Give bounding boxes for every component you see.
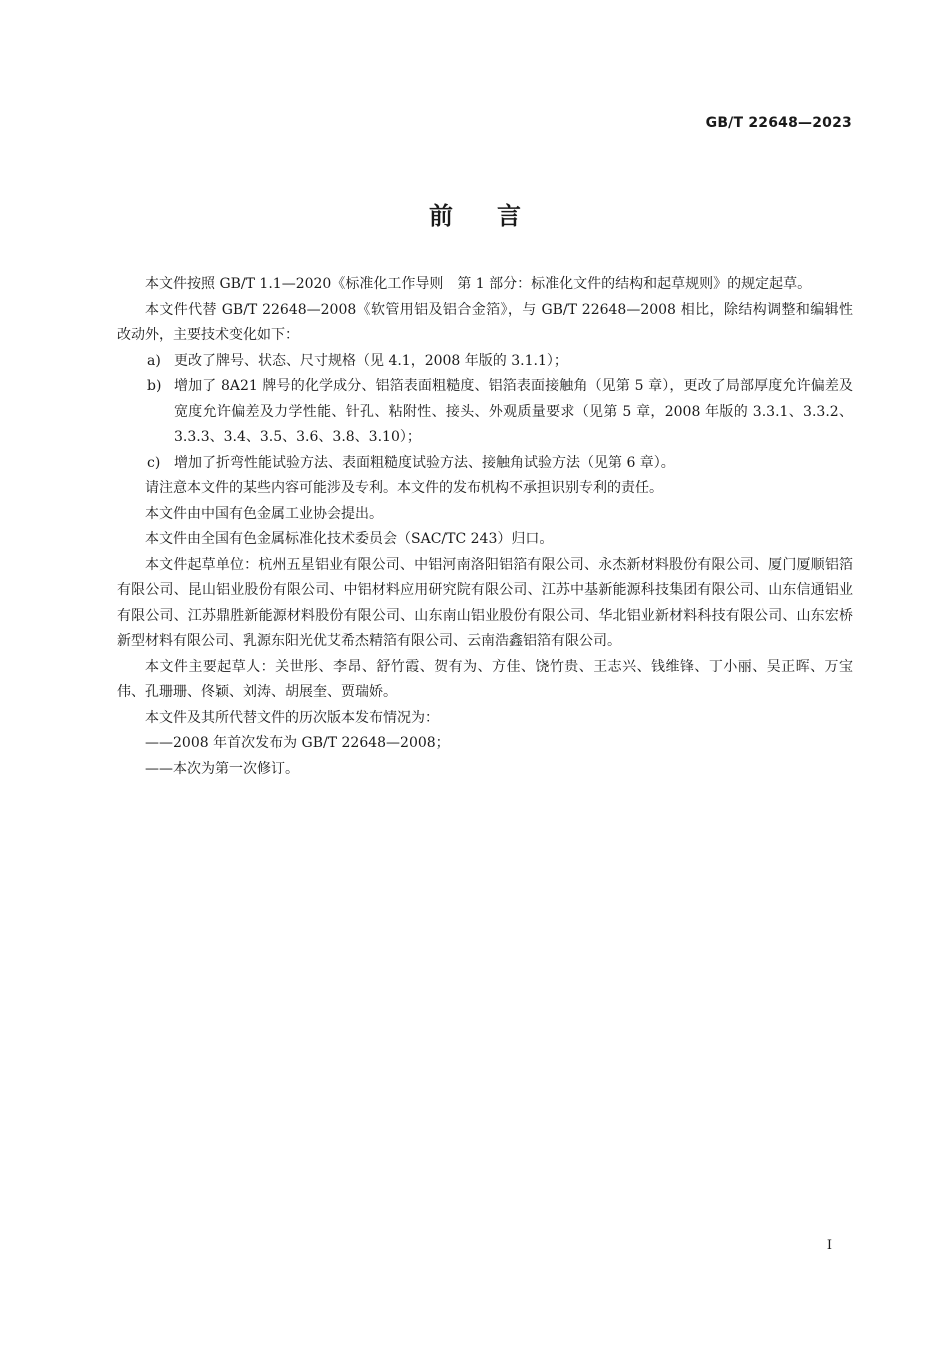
paragraph-replacement: 本文件代替 GB/T 22648—2008《软管用铝及铝合金箔》，与 GB/T 22648—2008 相比，除结构调整和编辑性改动外，主要技术变化如下：	[117, 301, 853, 343]
paragraph-history-intro: 本文件及其所代替文件的历次版本发布情况为：	[145, 709, 439, 726]
change-item-b	[117, 374, 853, 451]
change-item-text: 更改了牌号、状态、尺寸规格（见 4.1，2008 年版的 3.1.1）；	[174, 352, 568, 369]
paragraph-proposer: 本文件由中国有色金属工业协会提出。	[145, 505, 383, 522]
change-item-label: a)	[147, 352, 161, 369]
paragraph-drafting-basis: 本文件按照 GB/T 1.1—2020《标准化工作导则 第 1 部分：标准化文件的结构和起草规则》的规定起草。	[145, 276, 812, 292]
foreword-body	[117, 272, 853, 782]
change-item-label: c)	[147, 454, 161, 471]
paragraph-patent-notice: 请注意本文件的某些内容可能涉及专利。本文件的发布机构不承担识别专利的责任。	[145, 480, 663, 496]
paragraph-centralized: 本文件由全国有色金属标准化技术委员会（SAC/TC 243）归口。	[145, 531, 554, 547]
change-item-a	[117, 349, 853, 375]
change-item-c	[117, 451, 853, 477]
paragraph-drafters: 本文件主要起草人：关世彤、李昂、舒竹霞、贺有为、方佳、饶竹贵、王志兴、钱维锋、丁小丽、吴正晖、万宝伟、孔珊珊、佟颖、刘涛、胡展奎、贾瑞娇。	[117, 658, 853, 700]
change-item-label: b)	[147, 378, 162, 394]
history-item: ——2008 年首次发布为 GB/T 22648—2008；	[145, 735, 450, 751]
history-item: ——本次为第一次修订。	[145, 760, 299, 777]
page-title: 前言	[429, 202, 565, 230]
change-item-text: 增加了折弯性能试验方法、表面粗糙度试验方法、接触角试验方法（见第 6 章）。	[174, 454, 675, 471]
page-number: I	[826, 1238, 832, 1253]
change-item-text: 增加了 8A21 牌号的化学成分、铝箔表面粗糙度、铝箔表面接触角（见第 5 章），更改了局部厚度允许偏差及宽度允许偏差及力学性能、针孔、粘附性、接头、外观质量要求（见第 5 章，2008 年版的 3.3.1、3.3.2、3.3.3、3.4、3.5、3.6、3.8、3.10）；	[174, 378, 853, 445]
paragraph-drafting-units: 本文件起草单位：杭州五星铝业有限公司、中铝河南洛阳铝箔有限公司、永杰新材料股份有限公司、厦门厦顺铝箔有限公司、昆山铝业股份有限公司、中铝材料应用研究院有限公司、江苏中基新能源科技集团有限公司、山东信通铝业有限公司、江苏鼎胜新能源材料股份有限公司、山东南山铝业股份有限公司、华北铝业新材料科技有限公司、山东宏桥新型材料有限公司、乳源东阳光优艾希杰精箔有限公司、云南浩鑫铝箔有限公司。	[117, 556, 853, 649]
standard-number: GB/T 22648—2023	[705, 115, 852, 131]
